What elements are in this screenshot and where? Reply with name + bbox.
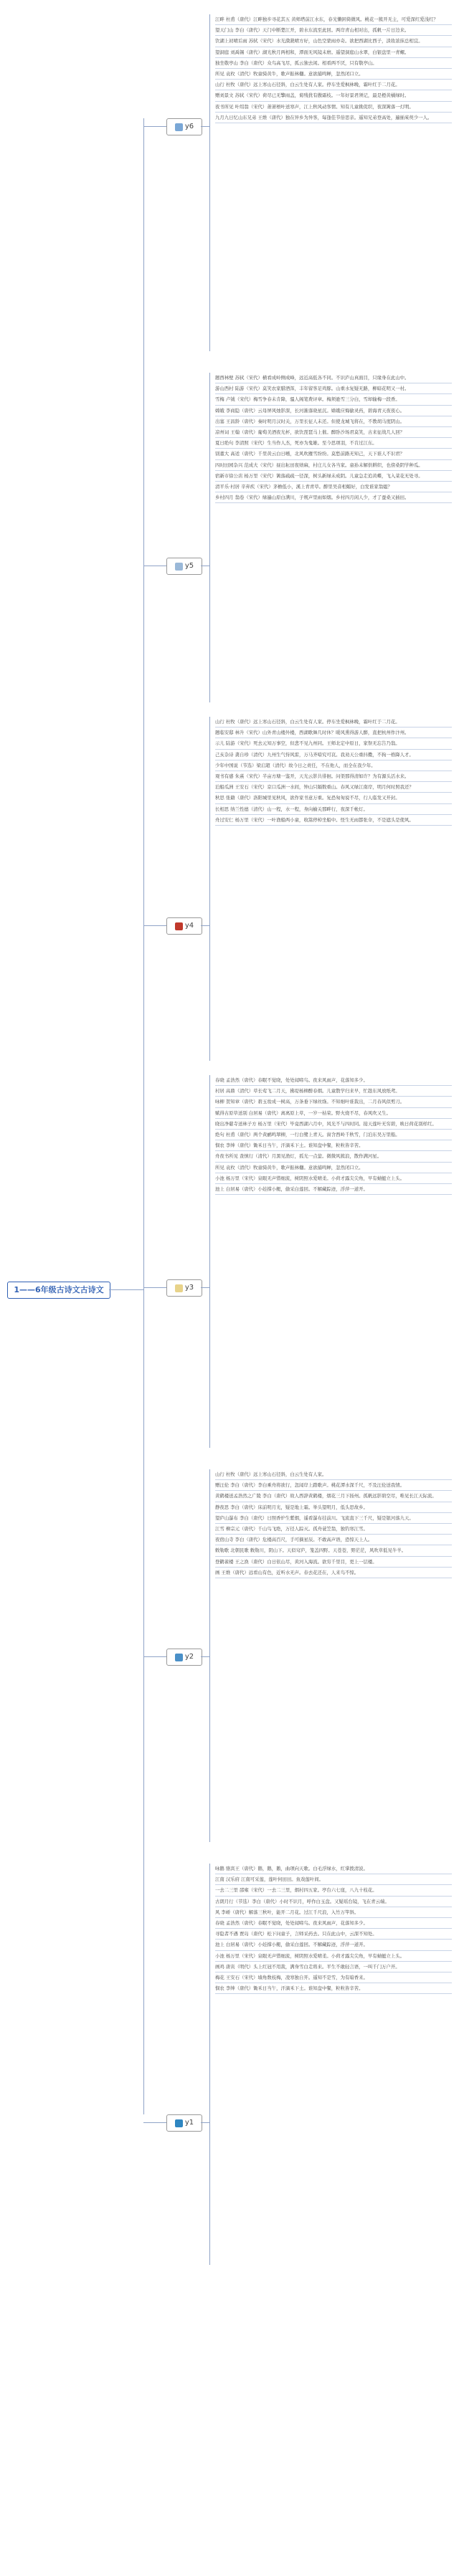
leaf-bracket-link bbox=[201, 1287, 209, 1288]
poem-item[interactable]: 九月九日忆山东兄弟 王维（唐代）独在异乡为异客，每逢佳节倍思亲。遥知兄弟登高处，遍插茱萸少一人。 bbox=[215, 113, 452, 123]
poem-item[interactable]: 所见 袁枚（清代）牧童骑黄牛，歌声振林樾。意欲捕鸣蝉，忽然闭口立。 bbox=[215, 69, 452, 80]
poem-item[interactable]: 山行 杜牧（唐代）远上寒山石径斜，白云生处有人家。停车坐爱枫林晚，霜叶红于二月花。 bbox=[215, 80, 452, 90]
branch-node-y5[interactable] bbox=[166, 558, 202, 575]
poem-item[interactable]: 观书有感 朱熹（宋代）半亩方塘一鉴开，天光云影共徘徊。问渠那得清如许？为有源头活水来。 bbox=[215, 771, 452, 782]
poem-item[interactable]: 登鹳雀楼 王之涣（唐代）白日依山尽，黄河入海流。欲穷千里目，更上一层楼。 bbox=[215, 1557, 452, 1568]
leaf-bracket-link bbox=[201, 925, 209, 926]
poem-item[interactable]: 江畔 杜甫（唐代）江畔独步寻花其五 黄师塔前江水东，春光懒困倚微风。桃花一簇开无主，可爱深红爱浅红？ bbox=[215, 14, 452, 25]
poem-item[interactable]: 舟过安仁 杨万里（宋代）一叶渔船两小童，收篙停棹坐船中。怪生无雨都张伞，不是遮头是使风。 bbox=[215, 815, 452, 826]
poem-item[interactable]: 池上 白居易（唐代）小娃撑小艇，偷采白莲回。不解藏踪迹，浮萍一道开。 bbox=[215, 1184, 452, 1195]
poem-item[interactable]: 己亥杂诗 龚自珍（清代）九州生气恃风雷，万马齐喑究可哀。我劝天公重抖擞，不拘一格降人才。 bbox=[215, 750, 452, 760]
branch-link bbox=[143, 1656, 166, 1657]
poem-item[interactable]: 题临安邸 林升（宋代）山外青山楼外楼，西湖歌舞几时休？暖风熏得游人醉，直把杭州作汴州。 bbox=[215, 728, 452, 738]
poem-item[interactable]: 咏柳 贺知章（唐代）碧玉妆成一树高，万条垂下绿丝绦。不知细叶谁裁出，二月春风似剪刀。 bbox=[215, 1097, 452, 1107]
branch-node-y4[interactable] bbox=[166, 917, 202, 935]
poem-item[interactable]: 夜书所见 叶绍翁（宋代）萧萧梧叶送寒声，江上秋风动客情。知有儿童挑促织，夜深篱落一灯明。 bbox=[215, 102, 452, 113]
poem-item[interactable]: 春晓 孟浩然（唐代）春眠不觉晓，处处闻啼鸟。夜来风雨声，花落知多少。 bbox=[215, 1075, 452, 1086]
grade-icon bbox=[175, 563, 183, 571]
leaf-bracket-link bbox=[201, 126, 209, 127]
poem-item[interactable]: 示儿 陆游（宋代）死去元知万事空，但悲不见九州同。王师北定中原日，家祭无忘告乃翁。 bbox=[215, 738, 452, 749]
poem-item[interactable]: 长相思 纳兰性德（清代）山一程，水一程，身向榆关那畔行，夜深千帐灯。 bbox=[215, 804, 452, 815]
leaf-bracket bbox=[209, 1469, 210, 1842]
poem-item[interactable]: 舟夜书所见 查慎行（清代）月黑见渔灯，孤光一点萤。微微风簇浪，散作满河星。 bbox=[215, 1151, 452, 1162]
poem-item[interactable]: 清平乐·村居 辛弃疾（宋代）茅檐低小，溪上青青草。醉里吴音相媚好，白发谁家翁媪？ bbox=[215, 482, 452, 492]
poem-item[interactable]: 所见 袁枚（清代）牧童骑黄牛，歌声振林樾。意欲捕鸣蝉，忽然闭口立。 bbox=[215, 1163, 452, 1173]
leaf-list bbox=[215, 373, 452, 702]
branch-node-y3[interactable] bbox=[166, 1279, 202, 1297]
leaf-bracket-link bbox=[201, 1656, 209, 1657]
root-topic[interactable]: 1——6年级古诗文古诗文 bbox=[7, 1282, 110, 1299]
branch-link bbox=[143, 2122, 166, 2123]
poem-item[interactable]: 风 李峤（唐代）解落三秋叶，能开二月花。过江千尺浪，入竹万竿斜。 bbox=[215, 1907, 452, 1918]
poem-item[interactable]: 江南 汉乐府 江南可采莲，莲叶何田田。鱼戏莲叶间。 bbox=[215, 1874, 452, 1885]
branch-node-y6[interactable] bbox=[166, 118, 202, 135]
leaf-bracket bbox=[209, 373, 210, 702]
branch-node-y2[interactable] bbox=[166, 1649, 202, 1666]
poem-item[interactable]: 小池 杨万里（宋代）泉眼无声惜细流，树阴照水爱晴柔。小荷才露尖尖角，早有蜻蜓立上头。 bbox=[215, 1173, 452, 1184]
poem-item[interactable]: 游山西村 陆游（宋代）莫笑农家腊酒浑，丰年留客足鸡豚。山重水复疑无路，柳暗花明又一村。 bbox=[215, 383, 452, 394]
poem-item[interactable]: 寻隐者不遇 贾岛（唐代）松下问童子，言师采药去。只在此山中，云深不知处。 bbox=[215, 1929, 452, 1940]
poem-item[interactable]: 春晓 孟浩然（唐代）春眠不觉晓，处处闻啼鸟。夜来风雨声，花落知多少。 bbox=[215, 1918, 452, 1929]
leaf-bracket bbox=[209, 717, 210, 1061]
poem-item[interactable]: 望庐山瀑布 李白（唐代）日照香炉生紫烟，遥看瀑布挂前川。飞流直下三千尺，疑是银河落九天。 bbox=[215, 1513, 452, 1524]
leaf-bracket bbox=[209, 14, 210, 351]
poem-item[interactable]: 池上 白居易（唐代）小娃撑小艇，偷采白莲回。不解藏踪迹，浮萍一道开。 bbox=[215, 1940, 452, 1950]
poem-item[interactable]: 题西林壁 苏轼（宋代）横看成岭侧成峰，远近高低各不同。不识庐山真面目，只缘身在此山中。 bbox=[215, 373, 452, 383]
poem-item[interactable]: 绝句 杜甫（唐代）两个黄鹂鸣翠柳，一行白鹭上青天。窗含西岭千秋雪，门泊东吴万里船。 bbox=[215, 1130, 452, 1140]
branch-link bbox=[143, 1287, 166, 1288]
leaf-bracket bbox=[209, 1075, 210, 1448]
poem-item[interactable]: 村居 高鼎（清代）草长莺飞二月天，拂堤杨柳醉春烟。儿童散学归来早，忙趁东风放纸鸢。 bbox=[215, 1086, 452, 1097]
poem-item[interactable]: 敕勒歌 北朝民歌 敕勒川，阴山下。天似穹庐，笼盖四野。天苍苍，野茫茫，风吹草低见牛羊。 bbox=[215, 1545, 452, 1556]
poem-item[interactable]: 独坐敬亭山 李白（唐代）众鸟高飞尽，孤云独去闲。相看两不厌，只有敬亭山。 bbox=[215, 58, 452, 69]
leaf-list bbox=[215, 1469, 452, 1842]
poem-item[interactable]: 四时田园杂兴 范成大（宋代）昼出耘田夜绩麻，村庄儿女各当家。童孙未解供耕织，也傍桑阴学种瓜。 bbox=[215, 460, 452, 471]
poem-item[interactable]: 凉州词 王翰（唐代）葡萄美酒夜光杯，欲饮琵琶马上催。醉卧沙场君莫笑，古来征战几人回？ bbox=[215, 427, 452, 438]
leaf-list bbox=[215, 14, 452, 351]
poem-item[interactable]: 泊船瓜洲 王安石（宋代）京口瓜洲一水间，钟山只隔数重山。春风又绿江南岸，明月何时照我还？ bbox=[215, 782, 452, 793]
leaf-bracket bbox=[209, 1864, 210, 2265]
branch-label: y1 bbox=[184, 2119, 194, 2127]
grade-icon bbox=[175, 922, 183, 930]
branch-link bbox=[143, 126, 166, 127]
poem-item[interactable]: 别董大 高适（唐代）千里黄云白日曛，北风吹雁雪纷纷。莫愁前路无知己，天下谁人不识君？ bbox=[215, 449, 452, 459]
poem-item[interactable]: 赠汪伦 李白（唐代）李白乘舟将欲行，忽闻岸上踏歌声。桃花潭水深千尺，不及汪伦送我情。 bbox=[215, 1480, 452, 1491]
leaf-list bbox=[215, 1075, 452, 1448]
leaf-list bbox=[215, 717, 452, 1061]
poem-item[interactable]: 画 王维（唐代）远看山有色，近听水无声。春去花还在，人来鸟不惊。 bbox=[215, 1568, 452, 1578]
poem-item[interactable]: 山行 杜牧（唐代）远上寒山石径斜，白云生处有人家。 bbox=[215, 1469, 452, 1480]
poem-item[interactable]: 赠刘景文 苏轼（宋代）荷尽已无擎雨盖，菊残犹有傲霜枝。一年好景君须记，最是橙黄橘绿时。 bbox=[215, 90, 452, 101]
poem-item[interactable]: 少年中国说（节选）梁启超（清代）故今日之责任，不在他人，而全在我少年。 bbox=[215, 760, 452, 771]
poem-item[interactable]: 秋思 张籍（唐代）洛阳城里见秋风，欲作家书意万重。复恐匆匆说不尽，行人临发又开封。 bbox=[215, 793, 452, 803]
poem-item[interactable]: 黄鹤楼送孟浩然之广陵 李白（唐代）故人西辞黄鹤楼，烟花三月下扬州。孤帆远影碧空尽，唯见长江天际流。 bbox=[215, 1491, 452, 1502]
poem-item[interactable]: 一去二三里 邵雍（宋代）一去二三里，烟村四五家。亭台六七座，八九十枝花。 bbox=[215, 1885, 452, 1896]
grade-icon bbox=[175, 1284, 183, 1292]
branch-label: y5 bbox=[184, 562, 194, 570]
grade-icon bbox=[175, 1654, 183, 1661]
poem-item[interactable]: 静夜思 李白（唐代）床前明月光，疑是地上霜。举头望明月，低头思故乡。 bbox=[215, 1502, 452, 1513]
grade-icon bbox=[175, 123, 183, 131]
grade-icon bbox=[175, 2119, 183, 2127]
branch-label: y6 bbox=[184, 123, 194, 130]
trunk-line bbox=[143, 118, 144, 2114]
poem-item[interactable]: 梅花 王安石（宋代）墙角数枝梅，凌寒独自开。遥知不是雪，为有暗香来。 bbox=[215, 1972, 452, 1983]
poem-item[interactable]: 山行 杜牧（唐代）远上寒山石径斜，白云生处有人家。停车坐爱枫林晚，霜叶红于二月花。 bbox=[215, 717, 452, 728]
poem-item[interactable]: 画鸡 唐寅（明代）头上红冠不用裁，满身雪白走将来。平生不敢轻言语，一叫千门万户开。 bbox=[215, 1962, 452, 1972]
branch-label: y4 bbox=[184, 922, 194, 930]
branch-label: y3 bbox=[184, 1284, 194, 1292]
leaf-list bbox=[215, 1864, 452, 2265]
poem-item[interactable]: 晓出净慈寺送林子方 杨万里（宋代）毕竟西湖六月中，风光不与四时同。接天莲叶无穷碧，映日荷花别样红。 bbox=[215, 1119, 452, 1130]
poem-item[interactable]: 悯农 李绅（唐代）锄禾日当午，汗滴禾下土。谁知盘中餐，粒粒皆辛苦。 bbox=[215, 1983, 452, 1994]
root-link bbox=[109, 1289, 143, 1290]
poem-item[interactable]: 夏日绝句 李清照（宋代）生当作人杰，死亦为鬼雄。至今思项羽，不肯过江东。 bbox=[215, 438, 452, 449]
branch-label: y2 bbox=[184, 1653, 194, 1661]
poem-item[interactable]: 出塞 王昌龄（唐代）秦时明月汉时关，万里长征人未还。但使龙城飞将在，不教胡马度阴山。 bbox=[215, 416, 452, 427]
poem-item[interactable]: 宿新市徐公店 杨万里（宋代）篱落疏疏一径深，树头新绿未成阴。儿童急走追黄蝶，飞入菜花无处寻。 bbox=[215, 471, 452, 482]
leaf-bracket-link bbox=[201, 2122, 209, 2123]
branch-link bbox=[143, 925, 166, 926]
poem-item[interactable]: 夜宿山寺 李白（唐代）危楼高百尺，手可摘星辰。不敢高声语，恐惊天上人。 bbox=[215, 1535, 452, 1545]
poem-item[interactable]: 赋得古原草送别 白居易（唐代）离离原上草，一岁一枯荣。野火烧不尽，春风吹又生。 bbox=[215, 1108, 452, 1119]
poem-item[interactable]: 小池 杨万里（宋代）泉眼无声惜细流，树阴照水爱晴柔。小荷才露尖尖角，早有蜻蜓立上头。 bbox=[215, 1951, 452, 1962]
poem-item[interactable]: 乡村四月 翁卷（宋代）绿遍山原白满川，子规声里雨如烟。乡村四月闲人少，才了蚕桑又插田。 bbox=[215, 492, 452, 503]
poem-item[interactable]: 望天门山 李白（唐代）天门中断楚江开，碧水东流至此回。两岸青山相对出，孤帆一片日边来。 bbox=[215, 25, 452, 36]
poem-item[interactable]: 悯农 李绅（唐代）锄禾日当午，汗滴禾下土。谁知盘中餐，粒粒皆辛苦。 bbox=[215, 1140, 452, 1151]
poem-item[interactable]: 饮湖上初晴后雨 苏轼（宋代）水光潋滟晴方好，山色空蒙雨亦奇。欲把西湖比西子，淡妆浓抹总相宜。 bbox=[215, 36, 452, 47]
poem-item[interactable]: 咏鹅 骆宾王（唐代）鹅，鹅，鹅，曲项向天歌。白毛浮绿水，红掌拨清波。 bbox=[215, 1864, 452, 1874]
branch-node-y1[interactable] bbox=[166, 2114, 202, 2132]
poem-item[interactable]: 望洞庭 刘禹锡（唐代）湖光秋月两相和，潭面无风镜未磨。遥望洞庭山水翠，白银盘里一青螺。 bbox=[215, 47, 452, 58]
poem-item[interactable]: 嫦娥 李商隐（唐代）云母屏风烛影深，长河渐落晓星沉。嫦娥应悔偷灵药，碧海青天夜夜心。 bbox=[215, 406, 452, 416]
poem-item[interactable]: 古朗月行（节选）李白（唐代）小时不识月，呼作白玉盘。又疑瑶台镜，飞在青云端。 bbox=[215, 1897, 452, 1907]
poem-item[interactable]: 雪梅 卢钺（宋代）梅雪争春未肯降，骚人阁笔费评章。梅须逊雪三分白，雪却输梅一段香。 bbox=[215, 394, 452, 405]
poem-item[interactable]: 江雪 柳宗元（唐代）千山鸟飞绝，万径人踪灭。孤舟蓑笠翁，独钓寒江雪。 bbox=[215, 1524, 452, 1535]
